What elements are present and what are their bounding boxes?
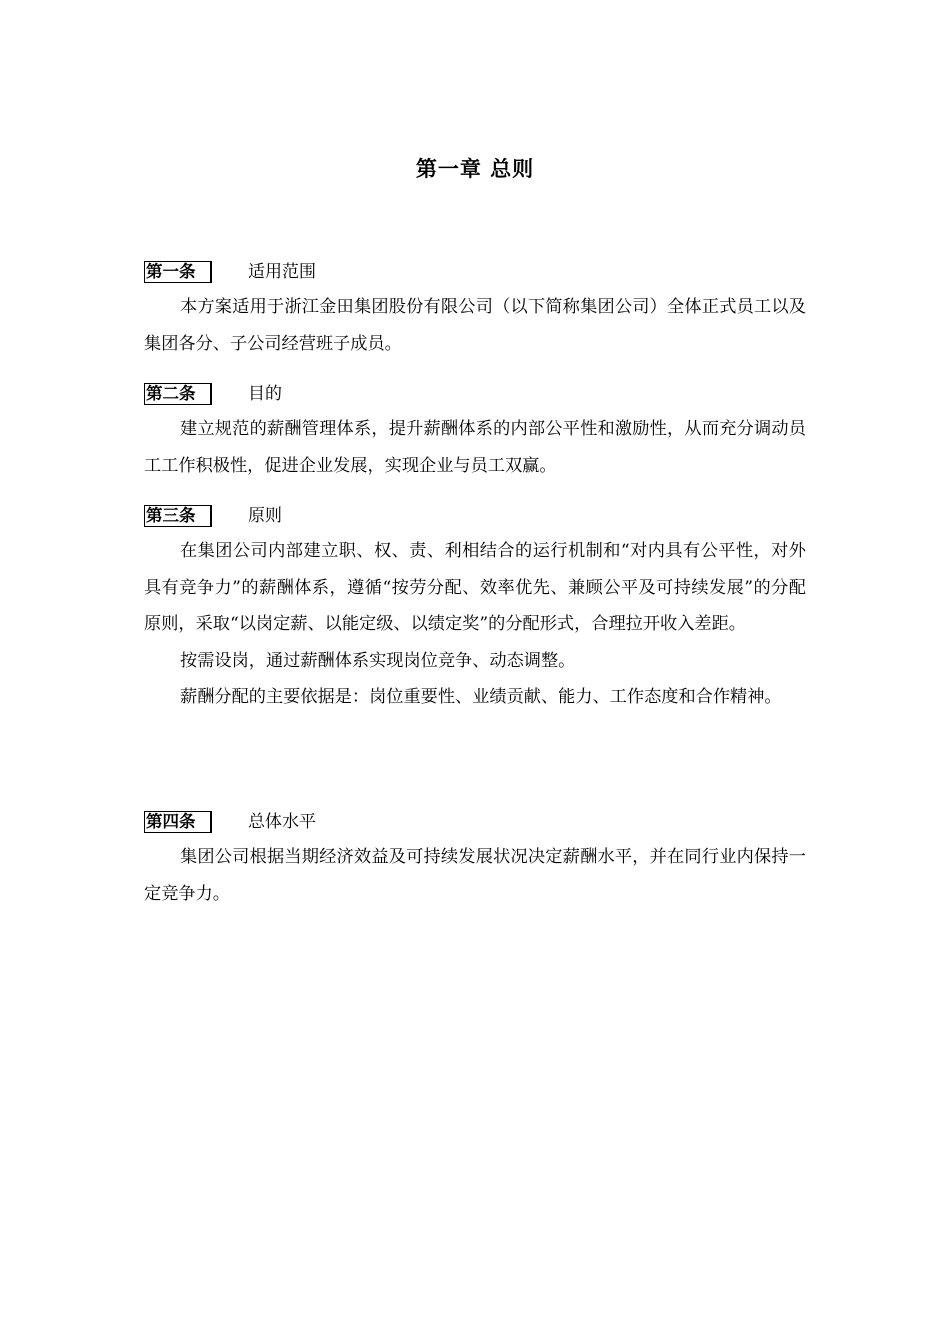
article-3	[144, 503, 806, 716]
article-title: 总体水平	[248, 812, 316, 832]
article-number: 第三条	[144, 505, 212, 527]
article-heading	[144, 381, 806, 407]
article-paragraph: 建立规范的薪酬管理体系，提升薪酬体系的内部公平性和激励性，从而充分调动员工工作积极性，促进企业发展，实现企业与员工双赢。	[144, 419, 806, 476]
article-heading	[144, 809, 806, 835]
article-4	[144, 809, 806, 912]
article-paragraph: 按需设岗，通过薪酬体系实现岗位竞争、动态调整。	[180, 650, 576, 671]
article-paragraph: 本方案适用于浙江金田集团股份有限公司（以下简称集团公司）全体正式员工以及集团各分、子公司经营班子成员。	[144, 297, 806, 354]
article-number: 第四条	[144, 811, 212, 833]
article-number: 第一条	[144, 261, 212, 283]
article-heading	[144, 259, 806, 285]
article-paragraph: 薪酬分配的主要依据是：岗位重要性、业绩贡献、能力、工作态度和合作精神。	[180, 687, 782, 707]
article-paragraph: 在集团公司内部建立职、权、责、利相结合的运行机制和“对内具有公平性，对外具有竞争力”的薪酬体系，遵循“按劳分配、效率优先、兼顾公平及可持续发展”的分配原则，采取“以岗定薪、以能定级、以绩定奖”的分配形式，合理拉开收入差距。	[144, 541, 806, 634]
chapter-title: 第一章 总则	[415, 157, 535, 181]
article-title: 原则	[248, 506, 282, 526]
article-paragraph: 集团公司根据当期经济效益及可持续发展状况决定薪酬水平，并在同行业内保持一定竞争力。	[144, 847, 806, 904]
article-heading	[144, 503, 806, 529]
article-title: 适用范围	[248, 262, 316, 282]
article-2	[144, 381, 806, 484]
article-number: 第二条	[144, 383, 212, 405]
article-title: 目的	[248, 384, 282, 404]
article-1	[144, 259, 806, 362]
